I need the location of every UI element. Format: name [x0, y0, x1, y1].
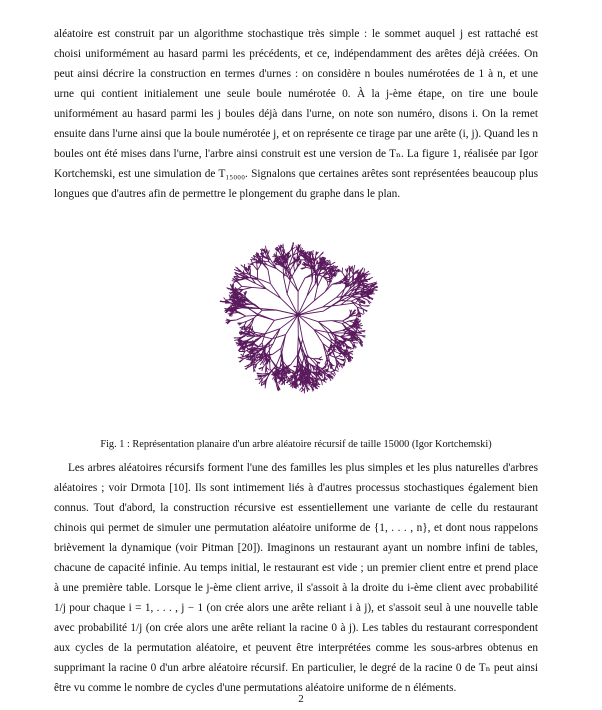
tree-branches	[220, 243, 378, 393]
paragraph-chinese-restaurant: Les arbres aléatoires récursifs forment l'une des familles les plus simples et les plus naturelles d'arbres aléatoires ; voir Drmota [10]. Ils sont intimement liés à d'autres processus stochastiques également bien connus. Tout d'abord, la construction récursive est essentiellement une variante de celle du restaurant chinois qui permet de simuler une permutation aléatoire uniforme de {1, . . . , n}, et dont nous rappelons brièvement la dynamique (voir Pitman [20]). Imaginons un restaurant ayant un nombre infini de tables, chacune de capacité infinie. Au temps initial, le restaurant est vide ; un premier client entre et prend place à une première table. Lorsque le j-ème client arrive, il s'assoit à la droite du i-ème client avec probabilité 1/j pour chaque i = 1, . . . , j − 1 (on crée alors une arête reliant i à j), et s'assoit seul à une nouvelle table avec probabilité 1/j (on crée alors une arête reliant la racine 0 à j). Les tables du restaurant correspondent aux cycles de la permutation aléatoire, et peuvent être interprétées comme les sous-arbres obtenus en supprimant la racine 0 d'un arbre aléatoire récursif. En particulier, le degré de la racine 0 de Tₙ peut ainsi être vu comme le nombre de cycles d'une permutations aléatoire uniforme de n éléments.	[54, 462, 538, 694]
page-number: 2	[298, 693, 304, 705]
random-recursive-tree-figure	[170, 205, 435, 420]
paragraph-urn-construction: aléatoire est construit par un algorithme stochastique très simple : le sommet auquel j est rattaché est choisi uniformément au hasard parmi les précédents, et ce, indépendamment des arêtes déjà créées. On peut ainsi décrire la construction en termes d'urnes : on considère n boules numérotées de 1 à n, et une urne qui contient initialement une seule boule numérotée 0. À la j-ème étape, on tire une boule uniformément au hasard parmi les j boules déjà dans l'urne, on note son numéro, disons i. On la remet ensuite dans l'urne ainsi que la boule numérotée j, et on représente ce tirage par une arête (i, j). Quand les n boules ont été mises dans l'urne, l'arbre ainsi construit est une version de Tₙ. La figure 1, réalisée par Igor Kortchemski, est une simulation de T₁₅₀₀₀. Signalons que certaines arêtes sont représentées beaucoup plus longues que d'autres afin de permettre le plongement du graphe dans le plan.	[54, 28, 538, 200]
figure-caption: Fig. 1 : Représentation planaire d'un arbre aléatoire récursif de taille 15000 (Igor Kortchemski)	[100, 439, 492, 450]
